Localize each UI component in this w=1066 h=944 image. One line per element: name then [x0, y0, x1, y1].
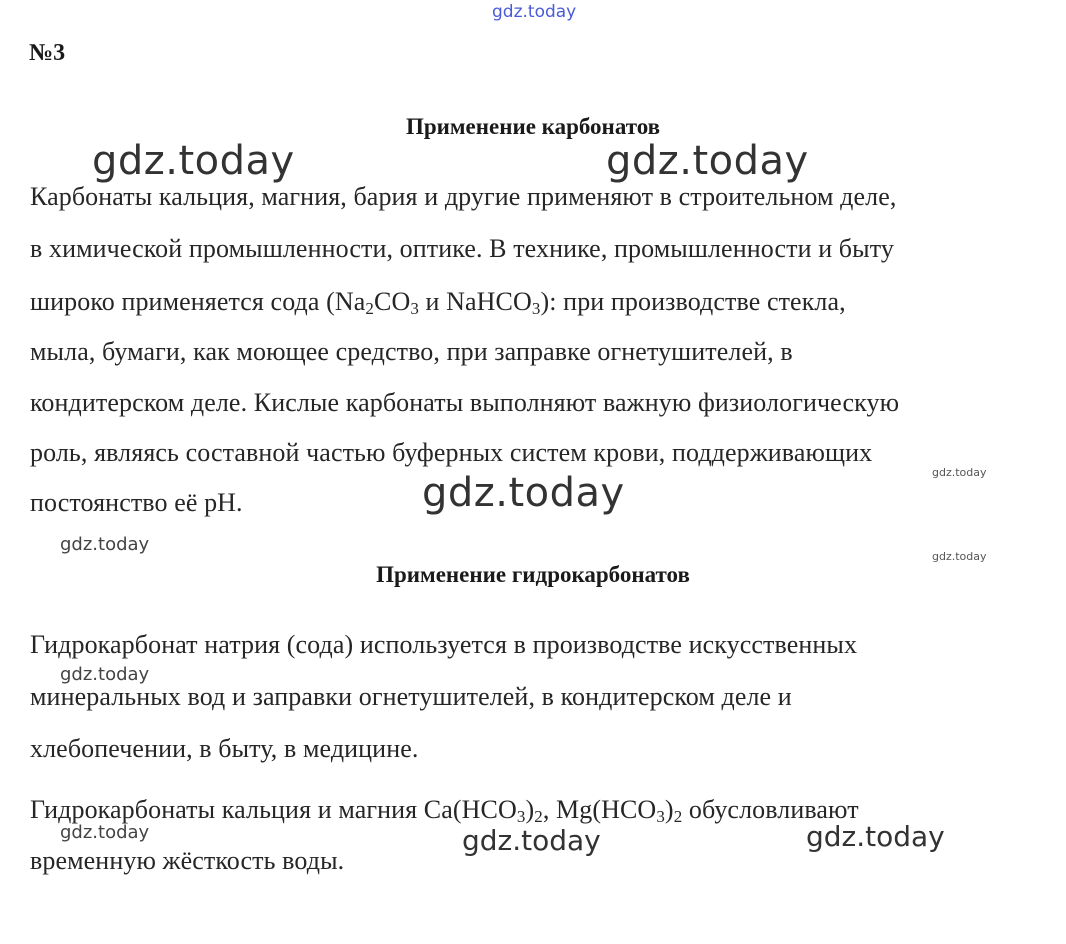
text-line: хлебопечении, в быту, в медицине. [30, 734, 419, 763]
subscript: 3 [656, 807, 665, 826]
section-heading-bicarbonates: Применение гидрокарбонатов [376, 562, 690, 587]
text-line-formula [30, 795, 859, 825]
text-line: минеральных вод и заправки огнетушителей, в кондитерском деле и [30, 682, 792, 711]
text-segment: CO [374, 287, 411, 316]
subscript: 3 [516, 807, 526, 826]
watermark-medium: gdz.today [60, 534, 150, 555]
text-line: кондитерском деле. Кислые карбонаты выполняют важную физиологическую [30, 388, 900, 417]
watermark-large: gdz.today [92, 138, 295, 184]
text-line: Карбонаты кальция, магния, бария и другие применяют в строительном деле, [30, 182, 897, 211]
subscript: 2 [534, 807, 543, 826]
subscript: 2 [673, 807, 683, 826]
text-segment: , Mg(HCO [542, 795, 657, 824]
watermark-large: gdz.today [462, 824, 601, 857]
watermark-large: gdz.today [422, 470, 625, 516]
text-line: роль, являясь составной частью буферных систем крови, поддерживающих [30, 438, 873, 467]
subscript: 3 [531, 299, 541, 318]
watermark-large: gdz.today [606, 138, 809, 184]
problem-number: №3 [29, 40, 66, 66]
watermark-medium: gdz.today [60, 664, 150, 685]
text-segment: Гидрокарбонаты кальция и магния Ca(HCO [30, 795, 517, 824]
text-line: в химической промышленности, оптике. В технике, промышленности и быту [30, 234, 894, 263]
text-segment: обусловливают [682, 795, 859, 824]
watermark-small: gdz.today [932, 466, 987, 479]
text-line: Гидрокарбонат натрия (сода) используется в производстве искусственных [30, 630, 858, 659]
watermark-top: gdz.today [492, 2, 577, 22]
text-line: временную жёсткость воды. [30, 846, 345, 875]
subscript: 3 [410, 299, 419, 318]
watermark-small: gdz.today [932, 550, 987, 563]
text-segment: широко применяется сода (Na [30, 287, 366, 316]
text-segment: и NaHCO [418, 287, 532, 316]
text-segment: ) [664, 795, 674, 824]
text-segment: ): при производстве стекла, [540, 287, 846, 316]
subscript: 2 [365, 299, 375, 318]
watermark-medium: gdz.today [60, 822, 150, 843]
text-segment: ) [525, 795, 535, 824]
text-line: постоянство её pH. [30, 488, 243, 517]
text-line-formula [30, 287, 846, 317]
text-line: мыла, бумаги, как моющее средство, при заправке огнетушителей, в [30, 337, 793, 366]
watermark-large: gdz.today [806, 820, 945, 853]
section-heading-carbonates: Применение карбонатов [405, 114, 661, 139]
